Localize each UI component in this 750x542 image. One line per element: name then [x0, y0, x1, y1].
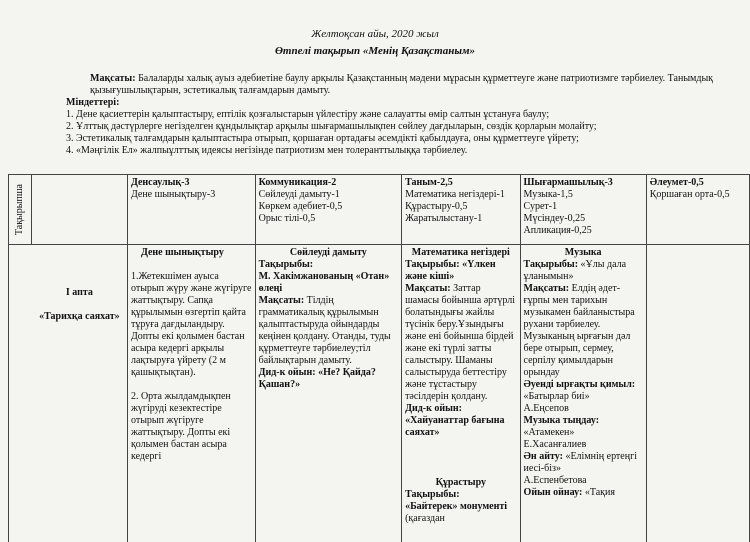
listen-label: Музыка тыңдау: — [523, 415, 600, 426]
topic-label: Тақырыбы: — [258, 259, 314, 270]
area-item: Математика негіздері-1 — [405, 189, 505, 200]
task-item: 4. «Мәңгілік Ел» жалпыұлттық идеясы негізінде патриотизм мен толеранттылыққа тәрбиелеу. — [66, 145, 468, 156]
area-health — [127, 175, 255, 245]
area-item: Мүсіндеу-0,25 — [523, 213, 586, 224]
blank-cell — [9, 245, 32, 542]
listen-author: Е.Хасанғалиев — [523, 439, 587, 450]
area-item: Орыс тілі-0,5 — [258, 213, 316, 224]
game-text: «Не? Қайда? Қашан?» — [258, 367, 376, 390]
dance-label: Әуенді ырғақты қимыл: — [523, 379, 636, 390]
area-title: Әлеумет-0,5 — [649, 177, 704, 188]
listen-text: «Атамекен» — [523, 427, 575, 438]
topic-label: Тақырыбы: — [405, 259, 460, 270]
area-title: Таным-2,5 — [405, 177, 453, 188]
lesson-title: Музыка — [564, 247, 602, 258]
area-item: Сурет-1 — [523, 201, 558, 212]
sing-label: Ән айту: — [523, 451, 563, 462]
area-cog — [402, 175, 520, 245]
social-cell — [646, 245, 749, 542]
area-social — [646, 175, 749, 245]
topic-text: (қағаздан — [405, 513, 445, 524]
topic-label: Тақырыбы: — [523, 259, 579, 270]
area-creative — [520, 175, 646, 245]
topic-text: М. Хакімжанованың «Отан» өлеңі — [258, 271, 390, 294]
intro-block — [66, 73, 738, 157]
lesson-title: Математика негіздері — [411, 247, 510, 258]
goal-label: Мақсаты: — [405, 283, 451, 294]
goal-text: Тілдің грамматикалық құрылымын қалыптастыруда ойындарды кеңінен қолдану. Отанды, туды құрметтеуге тәрбиелеу;тіл байлықтарын дамыту. — [258, 295, 391, 366]
week-topic: «Тарихқа саяхат» — [39, 311, 120, 322]
game-label: Дид-к ойын: — [258, 367, 316, 378]
tasks-label: Міндеттері: — [66, 97, 120, 108]
goal-label: Мақсаты: — [523, 283, 570, 294]
sing-author: А.Еспенбетова — [523, 475, 587, 486]
topic-text: «Байтерек» монументі — [405, 501, 508, 512]
lesson-title: Құрастыру — [435, 477, 486, 488]
area-comm — [255, 175, 401, 245]
goal-label: Мақсаты: — [90, 73, 136, 84]
lesson-title: Дене шынықтыру — [140, 247, 224, 258]
comm-cell — [255, 245, 401, 542]
area-item: Дене шынықтыру-3 — [130, 189, 216, 200]
week-label: І апта — [65, 287, 93, 298]
area-item: Музыка-1,5 — [523, 189, 573, 200]
goal-label: Мақсаты: — [258, 295, 305, 306]
health-cell — [127, 245, 255, 542]
lesson-text: 1.Жетекшімен ауыса отырып жүру және жүгіруге жаттықтыру. Сапқа құрылымын өзгертіп қайта тұруға дағдыландыру. Допты екі қолымен бастан асыра кедергі арқылы лақтыруға үйрету (2 м қашықтықтан). — [130, 271, 252, 378]
week-row — [9, 245, 750, 542]
goal-text: Заттар шамасы бойынша әртүрлі болатындығы жайлы түсінік беру.Ұзындығы және ені бойынша бірдей және екі түрлі затты салыстыру. Шаманы салыстыруда беттестіру және тұстастыру тәсілдерін қолдану. — [405, 283, 516, 402]
area-title: Коммуникация-2 — [258, 177, 337, 188]
month-heading: Желтоқсан айы, 2020 жыл — [311, 28, 439, 40]
goal-text: Балаларды халық ауыз әдебиетіне баулу арқылы Қазақстанның мәдени мұрасын құрметтеуге және патриотизмге тәрбиелеу. Танымдық қызығушылықтарын, эстетикалық талғамдарын дамыту. — [90, 73, 714, 96]
goal-text: Елдің әдет-ғұрпы мен тарихын музыкамен байланыстыра рухани тәрбиелеу. Музыканың ырғағын дәл бере отырып, сермеу, серпілу қимылдарын орындау — [523, 283, 635, 378]
area-title: Шығармашылық-3 — [523, 177, 613, 188]
dance-text: «Батырлар биі» — [523, 391, 590, 402]
topic-text: «Ұлы дала ұланымын» — [523, 259, 627, 282]
game-text: «Хайуанаттар бағына саяхат» — [405, 415, 505, 438]
area-item: Қоршаған орта-0,5 — [649, 189, 730, 200]
theme-heading: Өтпелі тақырып «Менің Қазақстаным» — [274, 45, 475, 57]
task-item: 2. Ұлттық дәстүрлерге негізделген құндылықтар арқылы шығармашылықпен сөйлеу дағдыларын, сөздік қорларын молайту; — [66, 121, 597, 132]
cog-cell — [402, 245, 520, 542]
game-label: Дид-к ойын: — [405, 403, 463, 414]
task-item: 1. Дене қасиеттерін қалыптастыру, ептілік қозғалыстарын үйлестіру және салауатты өмір салтын ұстануға баулу; — [66, 109, 550, 120]
areas-row — [9, 175, 750, 245]
row-header: Тақырыпша — [14, 183, 26, 236]
area-item: Құрастыру-0,5 — [405, 201, 468, 212]
dance-author: А.Еңсепов — [523, 403, 569, 414]
sing-text: «Елімнің ертеңгі иесі-біз» — [523, 451, 637, 474]
area-item: Апликация-0,25 — [523, 225, 592, 236]
area-item: Жаратылыстану-1 — [405, 213, 483, 224]
area-title: Денсаулық-3 — [130, 177, 190, 188]
lesson-title: Сөйлеуді дамыту — [289, 247, 367, 258]
topic-label: Тақырыбы: — [405, 489, 460, 500]
row-header-cell — [9, 175, 32, 245]
week-cell — [32, 245, 128, 542]
topic-text: «Үлкен және кіші» — [405, 259, 496, 282]
lesson-text: 2. Орта жылдамдықпен жүгіруді кезектестіре отырып жүгіруге жаттықтыру. Допты екі қолымен бастан асыра кедергі — [130, 391, 231, 462]
blank-cell — [32, 175, 128, 245]
area-item: Сөйлеуді дамыту-1 — [258, 189, 340, 200]
area-item: Көркем әдебиет-0,5 — [258, 201, 343, 212]
task-item: 3. Эстетикалық талғамдарын қалыптастыра отырып, қоршаған ортадағы әсемдікті қабылдауға, оны құрметтеуге үйрету; — [66, 133, 579, 144]
plan-table — [8, 174, 750, 542]
play-label: Ойын ойнау: — [523, 487, 583, 498]
creative-cell — [520, 245, 646, 542]
play-text: «Тақия — [582, 487, 615, 498]
